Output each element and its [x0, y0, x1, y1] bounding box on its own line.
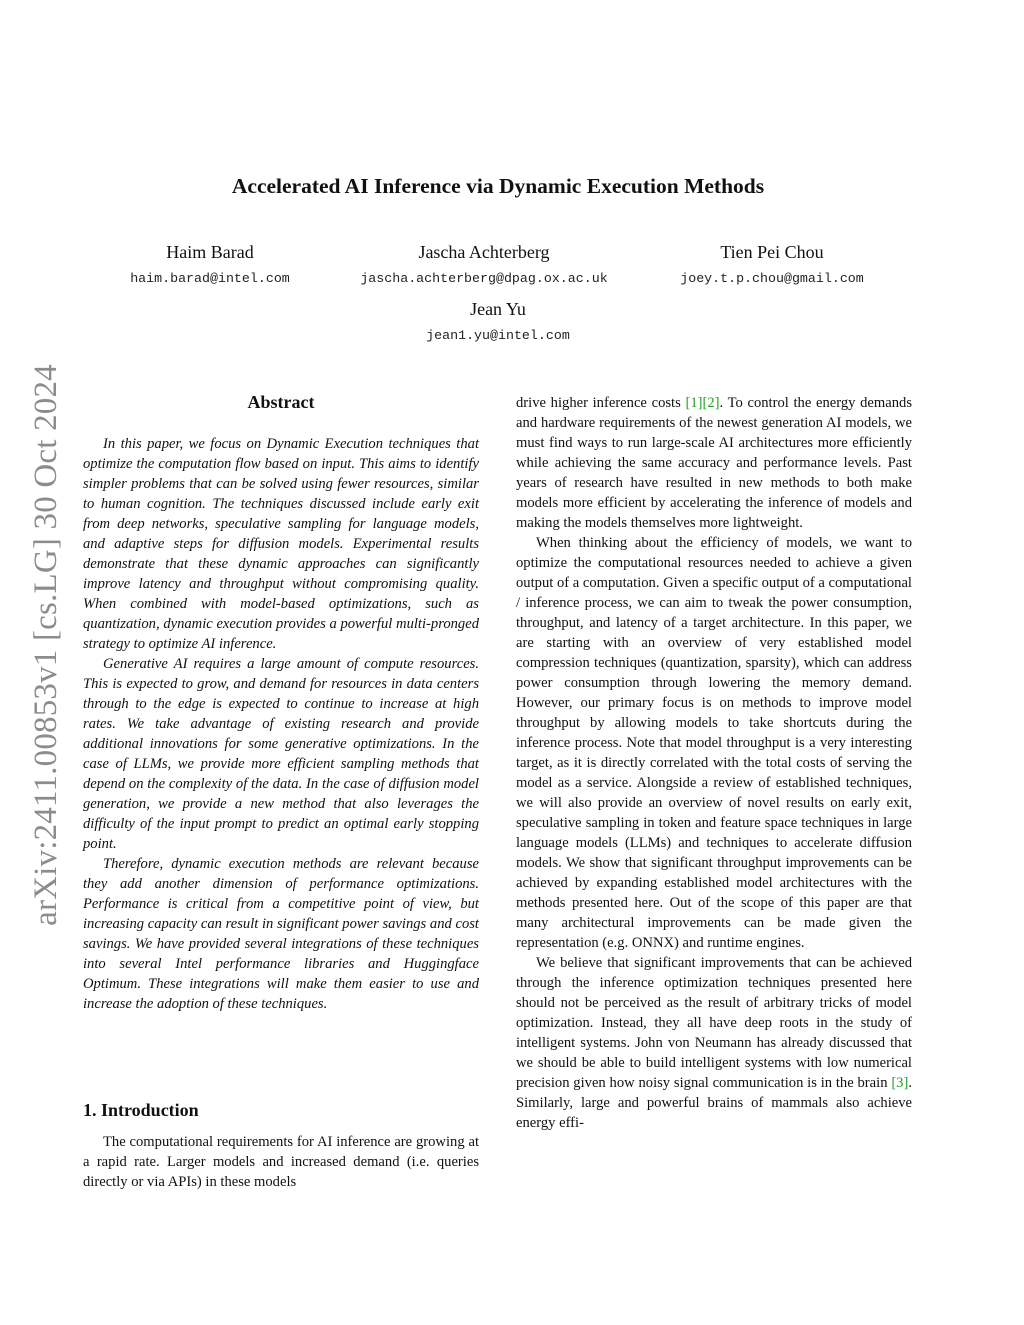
author-name: Tien Pei Chou [720, 242, 824, 262]
abstract-paragraph: Generative AI requires a large amount of compute resources. This is expected to grow, and demand for resources in data centers through to the edge is expected to continue to increase at high rates. We take advantage of existing research and provide additional innovations for some generative optimizations. In the case of LLMs, we provide more efficient sampling methods that depend on the complexity of the data. In the case of diffusion model generation, we provide a new method that also leverages the difficulty of the input prompt to predict an optimal early stopping point. [83, 656, 479, 852]
citation-link[interactable]: [2] [702, 395, 720, 411]
introduction-section [83, 1099, 479, 1192]
body-paragraph: We believe that significant improvements that can be achieved through the inference optimization techniques presented here should not be perceived as the result of arbitrary tricks of model optimization. Instead, they all have deep roots in the study of intelligent systems. John von Neumann has already discussed that we should be able to build intelligent systems with low numerical precision given how noisy signal communication is in the brain [3]. Similarly, large and powerful brains of mammals also achieve energy effi- [516, 955, 912, 1131]
abstract-heading: Abstract [247, 392, 315, 412]
abstract-paragraph: Therefore, dynamic execution methods are relevant because they add another dimension of performance optimizations. Performance is critical from a competitive point of view, but increasing capacity can result in significant power savings and cost savings. We have provided several integrations of these techniques into several Intel performance libraries and Huggingface Optimum. These integrations will make them easier to use and increase the adoption of these techniques. [83, 856, 479, 1012]
arxiv-identifier: arXiv:2411.00853v1 [cs.LG] 30 Oct 2024 [28, 364, 64, 926]
author-email: jean1.yu@intel.com [426, 328, 570, 343]
author-email: haim.barad@intel.com [130, 271, 290, 286]
paper-title: Accelerated AI Inference via Dynamic Execution Methods [231, 174, 765, 198]
author-block [602, 241, 942, 289]
body-paragraph: drive higher inference costs [1][2]. To control the energy demands and hardware requirements of the newest generation AI models, we must find ways to run large-scale AI architectures more efficiently while achieving the same accuracy and performance levels. Past years of research have resulted in new methods to both make models more efficient by accelerating the inference of models and making the models themselves more lightweight. [516, 395, 912, 531]
body-paragraph: When thinking about the efficiency of models, we want to optimize the computational resources needed to achieve a given output of a computation. Given a specific output of a computational / inference process, we can aim to tweak the power consumption, throughput, and latency of a target architecture. In this paper, we are starting with an overview of very established model compression techniques (quantization, sparsity), which can address power consumption through lowering the memory demand. However, our primary focus is on methods to improve model throughput by allowing models to take shortcuts during the inference process. Note that model throughput is a very interesting target, as it is directly correlated with the total costs of serving the model as a service. Alongside a review of established techniques, we will also provide an overview of novel results on early exit, speculative sampling in token and feature space techniques in large language models (LLMs) and techniques to accelerate diffusion models. We show that significant throughput improvements can be achieved by expanding established model architectures with the methods presented here. Out of the scope of this paper are that many architectural improvements can be made given the representation (e.g. ONNX) and runtime engines. [516, 535, 912, 951]
section-heading: 1. Introduction [83, 1100, 199, 1120]
author-email: jascha.achterberg@dpag.ox.ac.uk [360, 271, 608, 286]
author-name: Haim Barad [166, 242, 254, 262]
author-name: Jean Yu [470, 299, 526, 319]
citation-link[interactable]: [1] [685, 395, 703, 411]
author-block [328, 298, 668, 346]
body-paragraph: The computational requirements for AI inference are growing at a rapid rate. Larger models and increased demand (i.e. queries directly or via APIs) in these models [83, 1134, 479, 1190]
author-email: joey.t.p.chou@gmail.com [680, 271, 864, 286]
citation-link[interactable]: [3] [891, 1075, 909, 1091]
author-name: Jascha Achterberg [418, 242, 550, 262]
abstract-paragraph: In this paper, we focus on Dynamic Execution techniques that optimize the computation flow based on input. This aims to identify simpler problems that can be solved using fewer resources, similar to human cognition. The techniques discussed include early exit from deep networks, speculative sampling for language models, and adaptive steps for diffusion models. Experimental results demonstrate that these dynamic approaches can significantly improve latency and throughput without compromising quality. When combined with model-based optimizations, such as quantization, dynamic execution provides a powerful multi-pronged strategy to optimize AI inference. [83, 436, 479, 652]
right-column [516, 393, 912, 1133]
left-column [83, 391, 479, 1014]
